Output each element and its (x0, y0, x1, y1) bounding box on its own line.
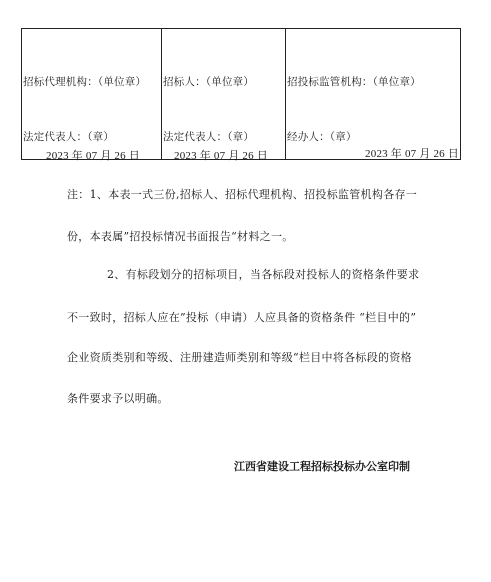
note-line-4: 不一致时，招标人应在”投标（申请）人应具备的资格条件 “栏目中的” (67, 311, 417, 324)
tenderer-date: 2023 年 07 月 26 日 (174, 150, 268, 162)
agency-column (22, 29, 161, 162)
supervisor-column (285, 29, 461, 159)
supervisor-date: 2023 年 07 月 26 日 (365, 148, 459, 160)
note-line-1: 注：1、本表一式三份,招标人、招标代理机构、招投标监管机构各存一 (67, 188, 418, 201)
note-line-3: 2、有标段划分的招标项目，当各标段对投标人的资格条件要求 (107, 268, 420, 281)
agency-date: 2023 年 07 月 26 日 (46, 150, 140, 162)
tenderer-seal-label: 招标人：（单位章） (163, 76, 255, 88)
tenderer-representative-label: 法定代表人：（章） (163, 131, 255, 143)
supervisor-seal-label: 招投标监管机构：（单位章） (287, 76, 421, 88)
note-line-6: 条件要求予以明确。 (67, 392, 169, 405)
tenderer-column (161, 29, 286, 162)
note-line-5: 企业资质类别和等级、注册建造师类别和等级“栏目中将各标段的资格 (67, 351, 412, 364)
signature-table (21, 28, 461, 160)
note-line-2: 份，本表属”招投标情况书面报告“材料之一。 (67, 230, 294, 243)
issuer-footer: 江西省建设工程招标投标办公室印制 (234, 460, 410, 473)
agency-seal-label: 招标代理机构：（单位章） (23, 76, 147, 88)
supervisor-handler-label: 经办人：（章） (287, 131, 357, 143)
agency-representative-label: 法定代表人：（章） (23, 131, 115, 143)
